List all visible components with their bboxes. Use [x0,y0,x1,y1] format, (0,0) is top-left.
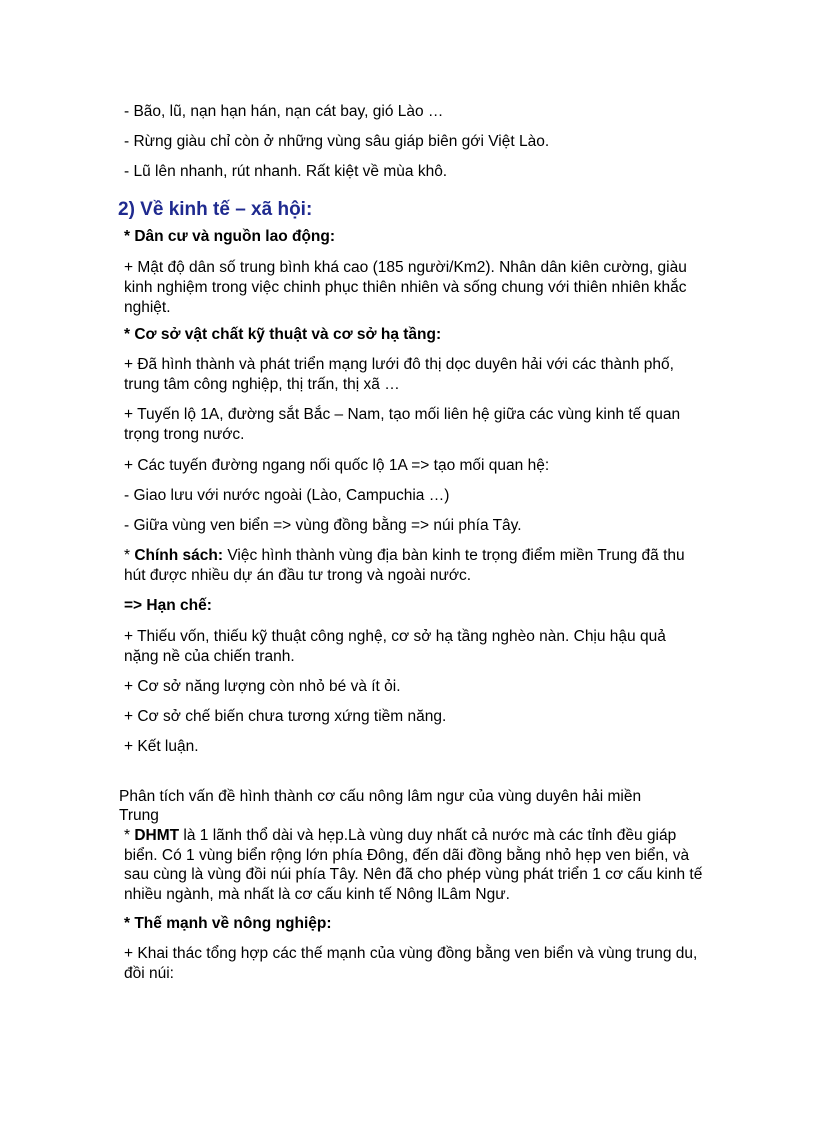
paragraph-capital-shortage: + Thiếu vốn, thiếu kỹ thuật công nghệ, cơ sở hạ tầng nghèo nàn. Chịu hậu quả nặng nề của chiến tranh. [124,628,666,665]
policy-label: Chính sách: [134,547,224,564]
question-title: Phân tích vấn đề hình thành cơ cấu nông lâm ngư của vùng duyên hải miền Trung [119,788,642,824]
policy-prefix: * [124,547,135,564]
policy-text: Việc hình thành vùng địa bàn kinh te trọng điểm miền Trung đã thu hút được nhiều dự án đầu tư trong và ngoài nước. [124,547,685,584]
paragraph-highway: + Tuyến lộ 1A, đường sắt Bắc – Nam, tạo mối liên hệ giữa các vùng kinh tế quan trọng trong nước. [124,406,681,443]
paragraph-dhmt [124,826,714,904]
paragraph-conclusion: + Kết luận. [124,738,199,755]
subheading-limitations: => Hạn chế: [124,597,212,614]
bullet-foreign-exchange: - Giao lưu với nước ngoài (Lào, Campuchia …) [124,487,450,504]
paragraph-energy: + Cơ sở năng lượng còn nhỏ bé và ít ỏi. [124,678,401,695]
subheading-population: * Dân cư và nguồn lao động: [124,228,336,245]
paragraph-cross-roads: + Các tuyến đường ngang nối quốc lộ 1A => tạo mối quan hệ: [124,457,550,474]
paragraph-agriculture: + Khai thác tổng hợp các thế mạnh của vùng đồng bằng ven biển và vùng trung du, đồi núi: [124,945,698,982]
subheading-infrastructure: * Cơ sở vật chất kỹ thuật và cơ sở hạ tầng: [124,326,442,343]
paragraph-population: + Mật độ dân số trung bình khá cao (185 người/Km2). Nhân dân kiên cường, giàu kinh nghiệm trong việc chinh phục thiên nhiên và sống chung với thiên nhiên khắc nghiệt. [124,259,687,316]
bullet-coast-to-west: - Giữa vùng ven biển => vùng đồng bằng => núi phía Tây. [124,517,522,534]
bullet-storms: - Bão, lũ, nạn hạn hán, nạn cát bay, gió Lào … [124,103,444,120]
dhmt-text: là 1 lãnh thổ dài và hẹp.Là vùng duy nhất cả nước mà các tỉnh đều giáp biển. Có 1 vùng biển rộng lớn phía Đông, đến dãi đồng bằng nhỏ hẹp ven biển, và sau cùng là vùng đồi núi phía Tây. Nên đã cho phép vùng phát triển 1 cơ cấu kinh tế nhiều ngành, mà nhất là cơ cấu kinh tế Nông lLâm Ngư. [124,827,703,903]
subheading-agriculture: * Thế mạnh về nông nghiệp: [124,915,332,932]
dhmt-label: DHMT [134,827,180,844]
bullet-forests: - Rừng giàu chỉ còn ở những vùng sâu giáp biên gới Việt Lào. [124,133,550,150]
bullet-floods: - Lũ lên nhanh, rút nhanh. Rất kiệt về mùa khô. [124,163,448,180]
paragraph-urban-network: + Đã hình thành và phát triển mạng lưới đô thị dọc duyên hải với các thành phố, trung tâm công nghiệp, thị trấn, thị xã … [124,356,674,393]
paragraph-processing: + Cơ sở chế biến chưa tương xứng tiềm năng. [124,708,447,725]
section-heading: 2) Về kinh tế – xã hội: [118,199,313,220]
dhmt-prefix: * [124,827,135,844]
paragraph-policy [124,546,704,586]
